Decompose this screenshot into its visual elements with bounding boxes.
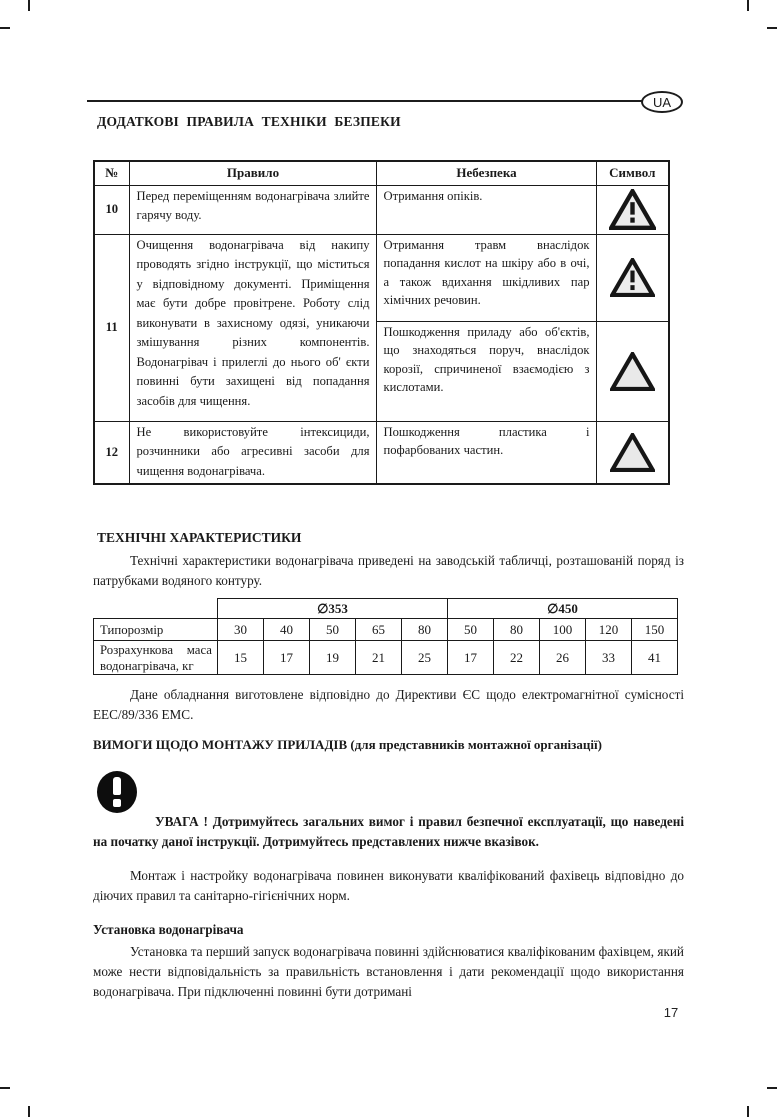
warning-plain-triangle-icon bbox=[610, 352, 655, 391]
specs-row-label: Типорозмір bbox=[94, 619, 218, 641]
crop-mark-top-right-h bbox=[767, 27, 777, 29]
table-row bbox=[94, 421, 669, 484]
symbol-cell bbox=[596, 234, 669, 321]
mass-value: 41 bbox=[632, 641, 678, 675]
crop-mark-top-right-v bbox=[747, 0, 749, 11]
column-header-danger: Небезпека bbox=[376, 161, 596, 185]
mass-value: 17 bbox=[264, 641, 310, 675]
install-section-title: Установка водонагрівача bbox=[93, 922, 244, 937]
mass-value: 22 bbox=[494, 641, 540, 675]
specs-intro-paragraph: Технічні характеристики водонагрівача приведені на заводській табличці, розташованій поряд із патрубками водяного контуру. bbox=[93, 553, 684, 588]
table-header-row bbox=[94, 161, 669, 185]
mass-value: 26 bbox=[540, 641, 586, 675]
specs-group-diameter-450: ∅450 bbox=[448, 599, 678, 619]
language-badge bbox=[641, 91, 683, 113]
mounting-section-title: ВИМОГИ ЩОДО МОНТАЖУ ПРИЛАДІВ (для представників монтажної організації) bbox=[93, 737, 602, 752]
header-divider bbox=[87, 100, 647, 102]
warning-exclamation-triangle-icon bbox=[610, 258, 655, 297]
crop-mark-bottom-left-v bbox=[28, 1106, 30, 1117]
size-value: 80 bbox=[402, 619, 448, 641]
exclamation-bar bbox=[113, 777, 121, 795]
mounting-paragraph: Монтаж і настройку водонагрівача повинен виконувати кваліфікований фахівець відповідно до діючих правил та санітарно-гігієнічних норм. bbox=[93, 868, 684, 903]
size-value: 150 bbox=[632, 619, 678, 641]
rule-number: 12 bbox=[94, 421, 129, 484]
specs-row-label: Розрахункова маса водонагрівача, кг bbox=[94, 641, 218, 675]
symbol-cell bbox=[596, 421, 669, 484]
mass-value: 17 bbox=[448, 641, 494, 675]
mass-value: 33 bbox=[586, 641, 632, 675]
danger-text: Пошкодження приладу або об'єктів, що знаходяться поруч, внаслідок корозії, спричиненої взаємодією з кислотами. bbox=[376, 321, 596, 421]
specs-empty-corner-cell bbox=[94, 599, 218, 619]
page-title: ДОДАТКОВІ ПРАВИЛА ТЕХНІКИ БЕЗПЕКИ bbox=[97, 114, 401, 129]
specs-group-header-row bbox=[94, 599, 678, 619]
crop-mark-top-left-h bbox=[0, 27, 10, 29]
safety-rules-table bbox=[93, 160, 670, 485]
rule-text: Очищення водонагрівача від накипу проводять згідно інструкції, що міститься у відповідному документі. Приміщення має бути добре провітрене. Роботу слід виконувати в захисному одязі, уникаючи змішування різних компонентів. Водонагрівач і прилеглі до нього об' єкти повинні бути захищені від попадання засобів для чищення. bbox=[129, 234, 376, 421]
crop-mark-top-left-v bbox=[28, 0, 30, 11]
specs-section-title: ТЕХНІЧНІ ХАРАКТЕРИСТИКИ bbox=[97, 530, 302, 545]
specs-group-diameter-353: ∅353 bbox=[218, 599, 448, 619]
mass-value: 21 bbox=[356, 641, 402, 675]
table-row bbox=[94, 234, 669, 321]
column-header-number: № bbox=[94, 161, 129, 185]
specs-table bbox=[93, 598, 678, 675]
mass-value: 25 bbox=[402, 641, 448, 675]
rule-text: Перед переміщенням водонагрівача злийте гарячу воду. bbox=[129, 185, 376, 234]
attention-paragraph: УВАГА ! Дотримуйтесь загальних вимог і правил безпечної експлуатації, що наведені на початку даної інструкції. Дотримуйтесь представлених нижче вказівок. bbox=[93, 814, 684, 849]
crop-mark-bottom-right-v bbox=[747, 1106, 749, 1117]
warning-plain-triangle-icon bbox=[610, 433, 655, 472]
danger-text: Отримання травм внаслідок попадання кислот на шкіру або в очі, а також вдихання шкідливих пар хімічних речовин. bbox=[376, 234, 596, 321]
rule-text: Не використовуйте інтексициди, розчинники або агресивні засоби для чищення водонагрівача. bbox=[129, 421, 376, 484]
size-value: 100 bbox=[540, 619, 586, 641]
language-badge-label: UA bbox=[652, 94, 672, 110]
size-value: 120 bbox=[586, 619, 632, 641]
exclamation-dot bbox=[113, 799, 121, 807]
size-value: 65 bbox=[356, 619, 402, 641]
mass-value: 15 bbox=[218, 641, 264, 675]
danger-text: Отримання опіків. bbox=[376, 185, 596, 234]
size-value: 80 bbox=[494, 619, 540, 641]
install-paragraph: Установка та перший запуск водонагрівача повинні здійснюватися кваліфікованим фахівцем, який може нести відповідальність за правильність встановлення і дати рекомендації щодо використання водонагрівача. При підключенні повинні бути дотримані bbox=[93, 944, 684, 999]
table-row bbox=[94, 185, 669, 234]
symbol-cell bbox=[596, 185, 669, 234]
crop-mark-bottom-right-h bbox=[767, 1087, 777, 1089]
page-number: 17 bbox=[663, 1005, 679, 1020]
mass-value: 19 bbox=[310, 641, 356, 675]
size-value: 50 bbox=[448, 619, 494, 641]
column-header-rule: Правило bbox=[129, 161, 376, 185]
emc-note-paragraph: Дане обладнання виготовлене відповідно до Директиви ЄС щодо електромагнітної сумісності EEC/89/336 EMC. bbox=[93, 687, 684, 722]
rule-number: 11 bbox=[94, 234, 129, 421]
symbol-cell bbox=[596, 321, 669, 421]
danger-text: Пошкодження пластика і пофарбованих частин. bbox=[376, 421, 596, 484]
size-value: 50 bbox=[310, 619, 356, 641]
warning-exclamation-triangle-icon bbox=[609, 189, 656, 230]
size-value: 30 bbox=[218, 619, 264, 641]
specs-size-row bbox=[94, 619, 678, 641]
size-value: 40 bbox=[264, 619, 310, 641]
specs-mass-row bbox=[94, 641, 678, 675]
crop-mark-bottom-left-h bbox=[0, 1087, 10, 1089]
column-header-symbol: Символ bbox=[596, 161, 669, 185]
rule-number: 10 bbox=[94, 185, 129, 234]
attention-exclamation-icon bbox=[97, 771, 137, 813]
